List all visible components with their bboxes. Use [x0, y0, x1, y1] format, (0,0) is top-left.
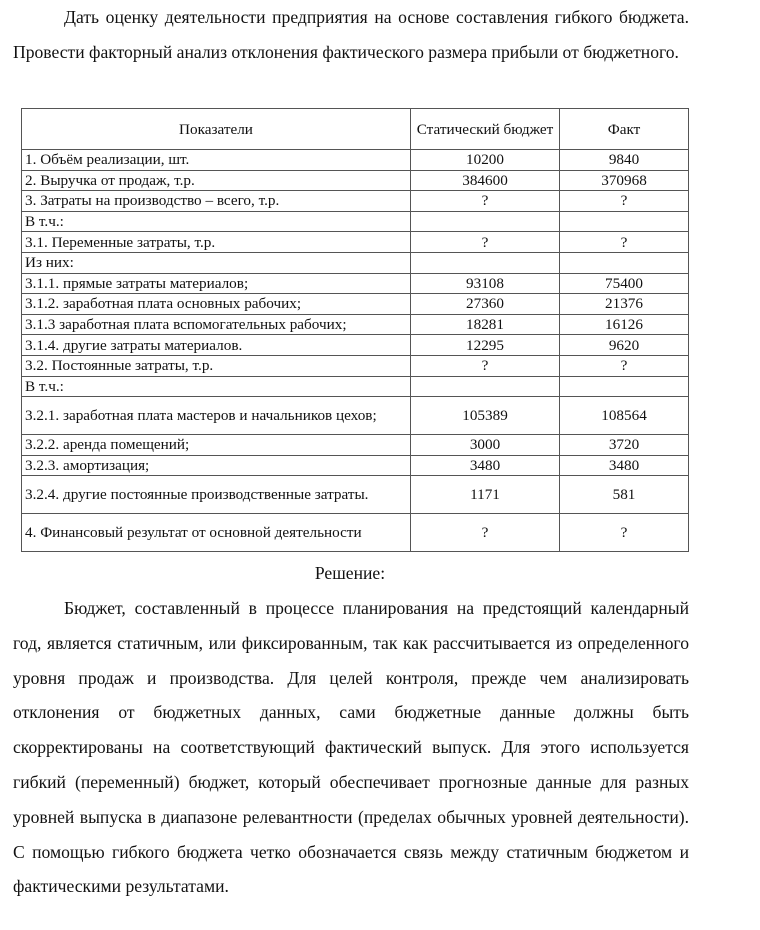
- table-row: [22, 476, 689, 514]
- row-label: 4. Финансовый результат от основной деятельности: [22, 514, 411, 552]
- row-fact: 9840: [560, 150, 689, 171]
- row-label: 3.1.2. заработная плата основных рабочих;: [22, 294, 411, 315]
- row-label: 3. Затраты на производство – всего, т.р.: [22, 191, 411, 212]
- header-indicators: Показатели: [22, 109, 411, 150]
- table-row: [22, 314, 689, 335]
- table-row: [22, 397, 689, 435]
- solution-paragraph: Бюджет, составленный в процессе планирования на предстоящий календарный год, является статичным, или фиксированным, так как рассчитывается из определенного уровня продаж и производства. Для целей контроля, прежде чем анализировать отклонения от бюджетных данных, сами бюджетные данные должны быть скорректированы на соответствующий фактический выпуск. Для этого используется гибкий (переменный) бюджет, который обеспечивает прогнозные данные для разных уровней выпуска в диапазоне релевантности (пределах обычных уровней деятельности). С помощью гибкого бюджета четко обозначается связь между статичным бюджетом и фактическими результатами.: [13, 598, 689, 897]
- row-label: 1. Объём реализации, шт.: [22, 150, 411, 171]
- table-row: [22, 435, 689, 456]
- table-row: [22, 335, 689, 356]
- row-static: ?: [411, 191, 560, 212]
- budget-table: [21, 108, 689, 552]
- table-row: [22, 150, 689, 171]
- row-label: 3.2.1. заработная плата мастеров и начальников цехов;: [22, 397, 411, 435]
- row-fact: 3480: [560, 455, 689, 476]
- row-label: 3.1. Переменные затраты, т.р.: [22, 232, 411, 253]
- row-fact: ?: [560, 191, 689, 212]
- row-label: 3.1.1. прямые затраты материалов;: [22, 273, 411, 294]
- row-label: 3.2.4. другие постоянные производственные затраты.: [22, 476, 411, 514]
- solution-heading: Решение:: [314, 563, 386, 583]
- header-fact: Факт: [560, 109, 689, 150]
- row-static: 10200: [411, 150, 560, 171]
- row-static: ?: [411, 355, 560, 376]
- row-fact: 581: [560, 476, 689, 514]
- row-static: [411, 376, 560, 397]
- row-static: 93108: [411, 273, 560, 294]
- row-label: 3.2. Постоянные затраты, т.р.: [22, 355, 411, 376]
- row-label: Из них:: [22, 252, 411, 273]
- table-row: [22, 273, 689, 294]
- row-fact: [560, 211, 689, 232]
- table-row: [22, 355, 689, 376]
- table-row: [22, 376, 689, 397]
- row-fact: 108564: [560, 397, 689, 435]
- row-fact: ?: [560, 514, 689, 552]
- table-header-row: [22, 109, 689, 150]
- row-fact: [560, 376, 689, 397]
- table-row: [22, 514, 689, 552]
- row-label: 2. Выручка от продаж, т.р.: [22, 170, 411, 191]
- row-static: 18281: [411, 314, 560, 335]
- table-row: [22, 294, 689, 315]
- task-paragraph: Дать оценку деятельности предприятия на основе составления гибкого бюджета. Провести факторный анализ отклонения фактического размера прибыли от бюджетного.: [13, 7, 689, 62]
- row-label: В т.ч.:: [22, 376, 411, 397]
- row-fact: ?: [560, 232, 689, 253]
- row-fact: 370968: [560, 170, 689, 191]
- table-row: [22, 211, 689, 232]
- row-static: 105389: [411, 397, 560, 435]
- row-static: 384600: [411, 170, 560, 191]
- row-fact: 21376: [560, 294, 689, 315]
- row-fact: 16126: [560, 314, 689, 335]
- table-row: [22, 252, 689, 273]
- table-row: [22, 232, 689, 253]
- row-label: 3.1.3 заработная плата вспомогательных рабочих;: [22, 314, 411, 335]
- header-static-budget: Статический бюджет: [411, 109, 560, 150]
- row-fact: 75400: [560, 273, 689, 294]
- row-label: В т.ч.:: [22, 211, 411, 232]
- table-row: [22, 191, 689, 212]
- row-fact: [560, 252, 689, 273]
- row-static: 12295: [411, 335, 560, 356]
- table-row: [22, 170, 689, 191]
- row-static: 1171: [411, 476, 560, 514]
- row-label: 3.2.3. амортизация;: [22, 455, 411, 476]
- row-fact: ?: [560, 355, 689, 376]
- row-static: ?: [411, 232, 560, 253]
- row-static: ?: [411, 514, 560, 552]
- row-label: 3.2.2. аренда помещений;: [22, 435, 411, 456]
- row-static: 3000: [411, 435, 560, 456]
- row-fact: 9620: [560, 335, 689, 356]
- row-fact: 3720: [560, 435, 689, 456]
- row-static: 27360: [411, 294, 560, 315]
- table-row: [22, 455, 689, 476]
- row-static: 3480: [411, 455, 560, 476]
- row-static: [411, 252, 560, 273]
- row-static: [411, 211, 560, 232]
- row-label: 3.1.4. другие затраты материалов.: [22, 335, 411, 356]
